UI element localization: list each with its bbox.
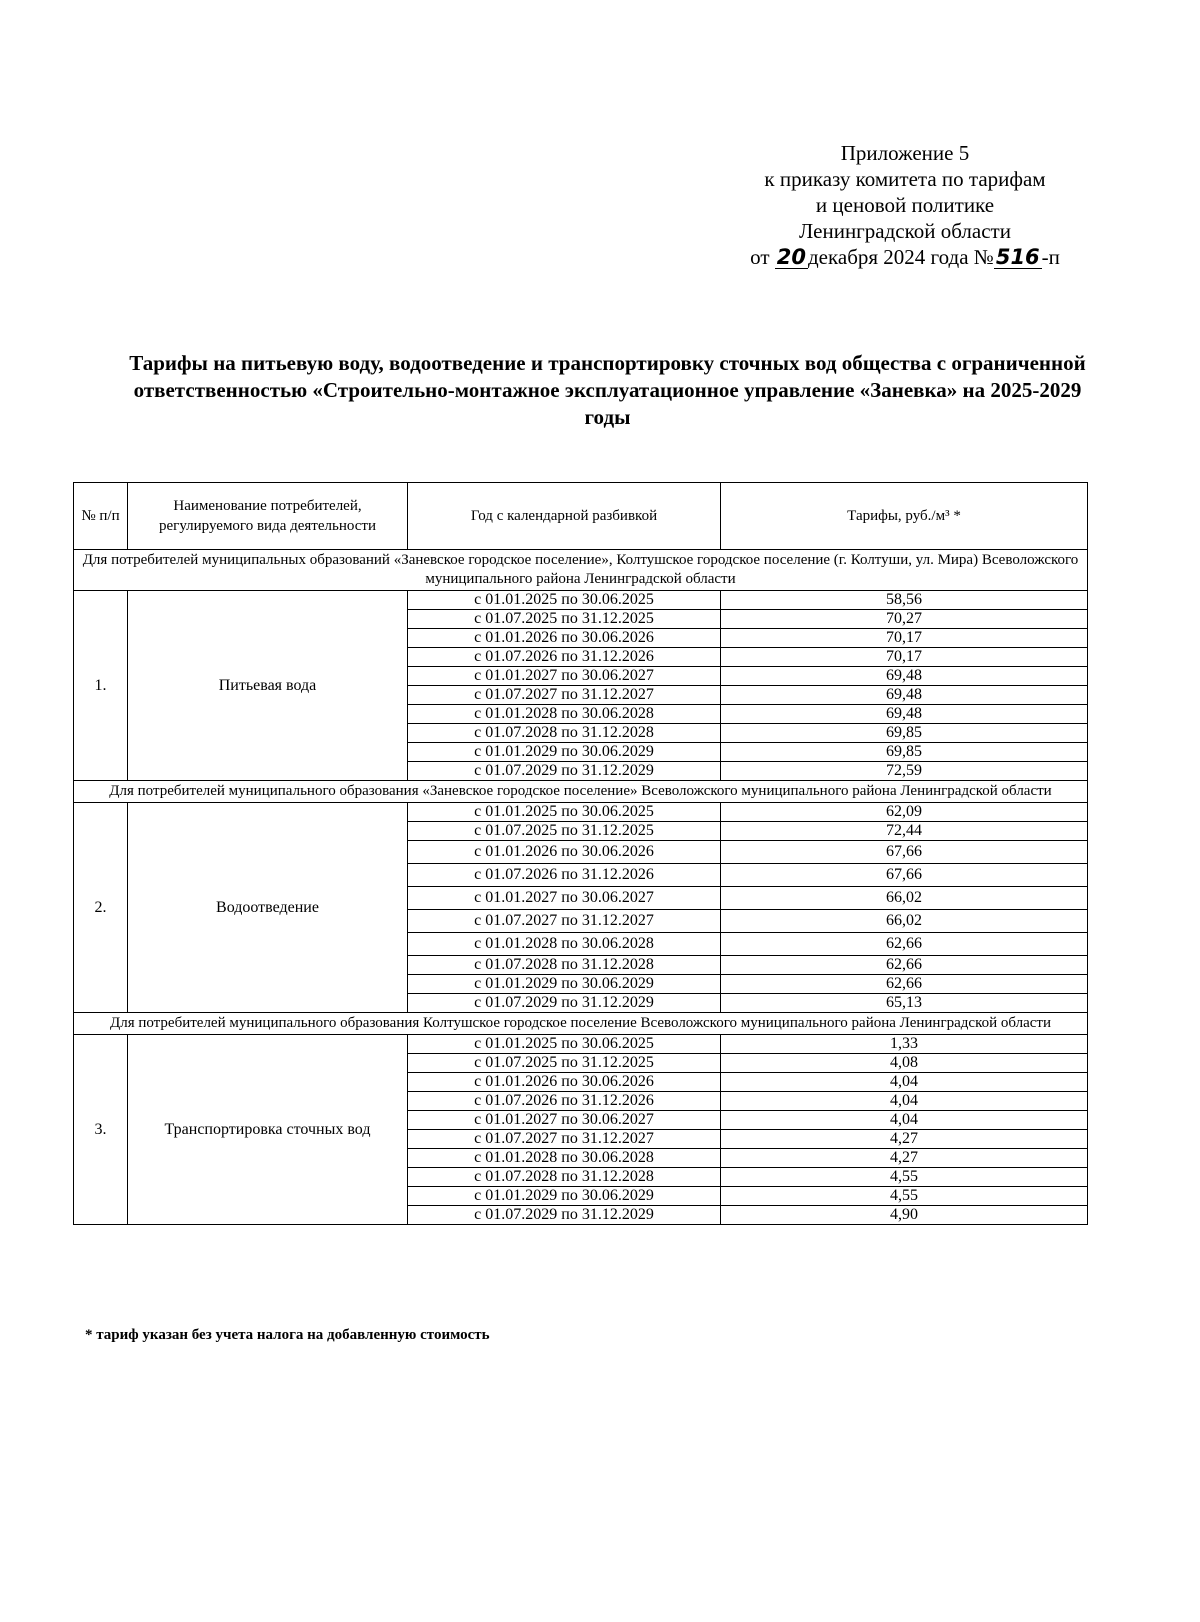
- document-title: Тарифы на питьевую воду, водоотведение и транспортировку сточных вод общества с ограниченной ответственностью «Строительно-монтажное эксплуатационное управление «Заневка» на 2025-2029 годы: [129, 351, 1086, 429]
- handwritten-number: 516: [995, 245, 1040, 269]
- row-number: 1.: [74, 591, 128, 781]
- table-row: [74, 1035, 1088, 1054]
- period-cell: с 01.01.2029 по 30.06.2029: [408, 975, 721, 994]
- section-heading: Для потребителей муниципального образования Колтушское городское поселение Всеволожского муниципального района Ленинградской области: [74, 1013, 1088, 1035]
- header-name: Наименование потребителей, регулируемого вида деятельности: [128, 483, 408, 550]
- header-num: № п/п: [74, 483, 128, 550]
- period-cell: с 01.07.2029 по 31.12.2029: [408, 762, 721, 781]
- period-cell: с 01.01.2028 по 30.06.2028: [408, 933, 721, 956]
- tariff-value-cell: 4,04: [721, 1092, 1088, 1111]
- section-heading: Для потребителей муниципального образования «Заневское городское поселение» Всеволожского муниципального района Ленинградской области: [74, 781, 1088, 803]
- tariff-value-cell: 67,66: [721, 841, 1088, 864]
- appendix-line: Ленинградской области: [799, 219, 1011, 243]
- tariff-value-cell: 4,55: [721, 1187, 1088, 1206]
- period-cell: с 01.07.2029 по 31.12.2029: [408, 994, 721, 1013]
- tariff-value-cell: 4,27: [721, 1149, 1088, 1168]
- section-heading-row: [74, 781, 1088, 803]
- period-cell: с 01.07.2026 по 31.12.2026: [408, 864, 721, 887]
- period-cell: с 01.01.2029 по 30.06.2029: [408, 743, 721, 762]
- tariff-value-cell: 4,04: [721, 1111, 1088, 1130]
- period-cell: с 01.07.2026 по 31.12.2026: [408, 1092, 721, 1111]
- appendix-line: к приказу комитета по тарифам: [764, 167, 1046, 191]
- appendix-line: и ценовой политике: [815, 193, 995, 217]
- header-tariff: Тарифы, руб./м³ *: [721, 483, 1088, 550]
- period-cell: с 01.07.2025 по 31.12.2025: [408, 1054, 721, 1073]
- period-cell: с 01.07.2029 по 31.12.2029: [408, 1206, 721, 1225]
- period-cell: с 01.01.2025 по 30.06.2025: [408, 803, 721, 822]
- tariff-value-cell: 70,27: [721, 610, 1088, 629]
- service-name: Питьевая вода: [128, 591, 408, 781]
- tariff-value-cell: 70,17: [721, 629, 1088, 648]
- table-body: [74, 550, 1088, 1225]
- tariff-value-cell: 69,48: [721, 686, 1088, 705]
- tariff-value-cell: 72,59: [721, 762, 1088, 781]
- tariff-value-cell: 62,66: [721, 956, 1088, 975]
- tariff-value-cell: 66,02: [721, 910, 1088, 933]
- tariff-value-cell: 69,85: [721, 724, 1088, 743]
- period-cell: с 01.07.2027 по 31.12.2027: [408, 686, 721, 705]
- row-number: 3.: [74, 1035, 128, 1225]
- tariff-value-cell: 66,02: [721, 887, 1088, 910]
- footnote: * тариф указан без учета налога на добавленную стоимость: [85, 1327, 490, 1343]
- tariff-value-cell: 69,85: [721, 743, 1088, 762]
- table-header-row: [74, 483, 1088, 550]
- tariff-value-cell: 62,09: [721, 803, 1088, 822]
- period-cell: с 01.01.2026 по 30.06.2026: [408, 629, 721, 648]
- date-suffix: -п: [1041, 245, 1060, 269]
- tariff-value-cell: 70,17: [721, 648, 1088, 667]
- period-cell: с 01.07.2026 по 31.12.2026: [408, 648, 721, 667]
- period-cell: с 01.07.2028 по 31.12.2028: [408, 956, 721, 975]
- tariff-value-cell: 69,48: [721, 705, 1088, 724]
- tariff-value-cell: 4,08: [721, 1054, 1088, 1073]
- tariff-value-cell: 4,55: [721, 1168, 1088, 1187]
- period-cell: с 01.01.2027 по 30.06.2027: [408, 887, 721, 910]
- period-cell: с 01.01.2025 по 30.06.2025: [408, 591, 721, 610]
- period-cell: с 01.01.2026 по 30.06.2026: [408, 841, 721, 864]
- tariff-value-cell: 62,66: [721, 933, 1088, 956]
- service-name: Транспортировка сточных вод: [128, 1035, 408, 1225]
- tariff-value-cell: 65,13: [721, 994, 1088, 1013]
- period-cell: с 01.01.2025 по 30.06.2025: [408, 1035, 721, 1054]
- section-heading-row: [74, 1013, 1088, 1035]
- tariff-table: [73, 482, 1088, 1225]
- date-prefix: от: [750, 245, 770, 269]
- period-cell: с 01.07.2028 по 31.12.2028: [408, 1168, 721, 1187]
- section-heading: Для потребителей муниципальных образований «Заневское городское поселение», Колтушское городское поселение (г. Колтуши, ул. Мира) Всеволожского муниципального района Ленинградской области: [74, 550, 1088, 591]
- tariff-value-cell: 4,04: [721, 1073, 1088, 1092]
- period-cell: с 01.07.2028 по 31.12.2028: [408, 724, 721, 743]
- tariff-value-cell: 62,66: [721, 975, 1088, 994]
- tariff-value-cell: 4,27: [721, 1130, 1088, 1149]
- tariff-value-cell: 58,56: [721, 591, 1088, 610]
- row-number: 2.: [74, 803, 128, 1013]
- tariff-value-cell: 72,44: [721, 822, 1088, 841]
- tariff-value-cell: 1,33: [721, 1035, 1088, 1054]
- tariff-value-cell: 4,90: [721, 1206, 1088, 1225]
- table-row: [74, 803, 1088, 822]
- appendix-line: Приложение 5: [840, 141, 970, 165]
- table-row: [74, 591, 1088, 610]
- period-cell: с 01.01.2027 по 30.06.2027: [408, 1111, 721, 1130]
- appendix-block: [690, 140, 1120, 270]
- period-cell: с 01.01.2027 по 30.06.2027: [408, 667, 721, 686]
- tariff-value-cell: 67,66: [721, 864, 1088, 887]
- period-cell: с 01.07.2027 по 31.12.2027: [408, 1130, 721, 1149]
- header-period: Год с календарной разбивкой: [408, 483, 721, 550]
- date-middle: декабря 2024 года №: [807, 245, 994, 269]
- section-heading-row: [74, 550, 1088, 591]
- period-cell: с 01.01.2029 по 30.06.2029: [408, 1187, 721, 1206]
- period-cell: с 01.07.2027 по 31.12.2027: [408, 910, 721, 933]
- period-cell: с 01.07.2025 по 31.12.2025: [408, 610, 721, 629]
- handwritten-day: 20: [776, 245, 806, 269]
- period-cell: с 01.07.2025 по 31.12.2025: [408, 822, 721, 841]
- service-name: Водоотведение: [128, 803, 408, 1013]
- period-cell: с 01.01.2026 по 30.06.2026: [408, 1073, 721, 1092]
- order-date-line: [690, 244, 1120, 270]
- tariff-value-cell: 69,48: [721, 667, 1088, 686]
- period-cell: с 01.01.2028 по 30.06.2028: [408, 1149, 721, 1168]
- period-cell: с 01.01.2028 по 30.06.2028: [408, 705, 721, 724]
